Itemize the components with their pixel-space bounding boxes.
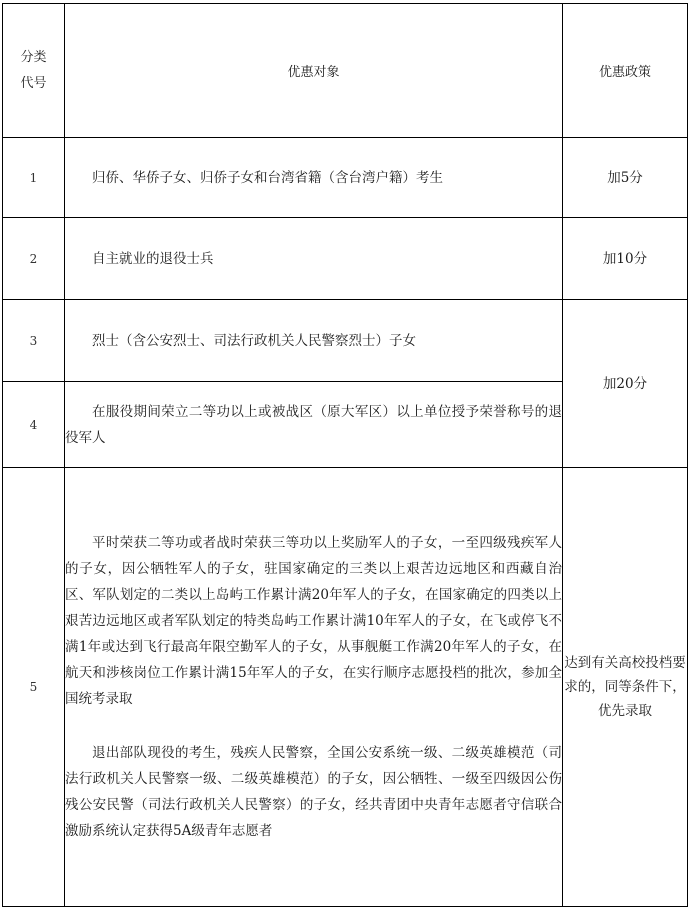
header-category-code (3, 4, 65, 138)
table-header-row (3, 4, 688, 138)
row-target (65, 300, 563, 382)
row-code: 4 (3, 382, 65, 468)
row-target (65, 138, 563, 218)
table-row (3, 218, 688, 300)
row-target-paragraph-2: 退出部队现役的考生，残疾人民警察，全国公安系统一级、二级英雄模范（司法行政机关人民警察一级、二级英雄模范）的子女，因公牺牲、一级至四级因公伤残公安民警（司法行政机关人民警察）的子女，经共青团中央青年志愿者守信联合激励系统认定获得5A级青年志愿者 (65, 745, 562, 839)
row-target-text: 在服役期间荣立二等功以上或被战区（原大军区）以上单位授予荣誉称号的退役军人 (65, 403, 562, 446)
row-policy: 达到有关高校投档要求的，同等条件下，优先录取 (563, 468, 688, 907)
row-code: 3 (3, 300, 65, 382)
admission-bonus-table (2, 3, 688, 907)
row-target-text: 烈士（含公安烈士、司法行政机关人民警察烈士）子女 (92, 332, 416, 349)
header-policy: 优惠政策 (563, 4, 688, 138)
row-policy: 加10分 (563, 218, 688, 300)
table-row (3, 138, 688, 218)
table-row (3, 468, 688, 907)
row-target (65, 382, 563, 468)
row-target-text: 归侨、华侨子女、归侨子女和台湾省籍（含台湾户籍）考生 (92, 169, 443, 186)
row-target-text: 自主就业的退役士兵 (92, 250, 214, 267)
row-target-paragraph-1: 平时荣获二等功或者战时荣获三等功以上奖励军人的子女，一至四级残疾军人的子女，因公牺牲军人的子女，驻国家确定的三类以上艰苦边远地区和西藏自治区、军队划定的二类以上岛屿工作累计满20年军人的子女，在国家确定的四类以上艰苦边远地区或者军队划定的特类岛屿工作累计满10年军人的子女，在飞或停飞不满1年或达到飞行最高年限空勤军人的子女，从事舰艇工作满20年军人的子女，在航天和涉核岗位工作累计满15年军人的子女，在实行顺序志愿投档的批次，参加全国统考录取 (65, 535, 562, 707)
row-code: 2 (3, 218, 65, 300)
row-target (65, 468, 563, 907)
row-code: 5 (3, 468, 65, 907)
paragraph-gap (65, 712, 562, 740)
row-target (65, 218, 563, 300)
row-policy: 加5分 (563, 138, 688, 218)
header-code-line1: 分类 (20, 49, 47, 65)
row-code: 1 (3, 138, 65, 218)
row-policy-merged: 加20分 (563, 300, 688, 468)
header-code-line2: 代号 (20, 75, 47, 91)
header-target: 优惠对象 (65, 4, 563, 138)
table-row (3, 300, 688, 382)
